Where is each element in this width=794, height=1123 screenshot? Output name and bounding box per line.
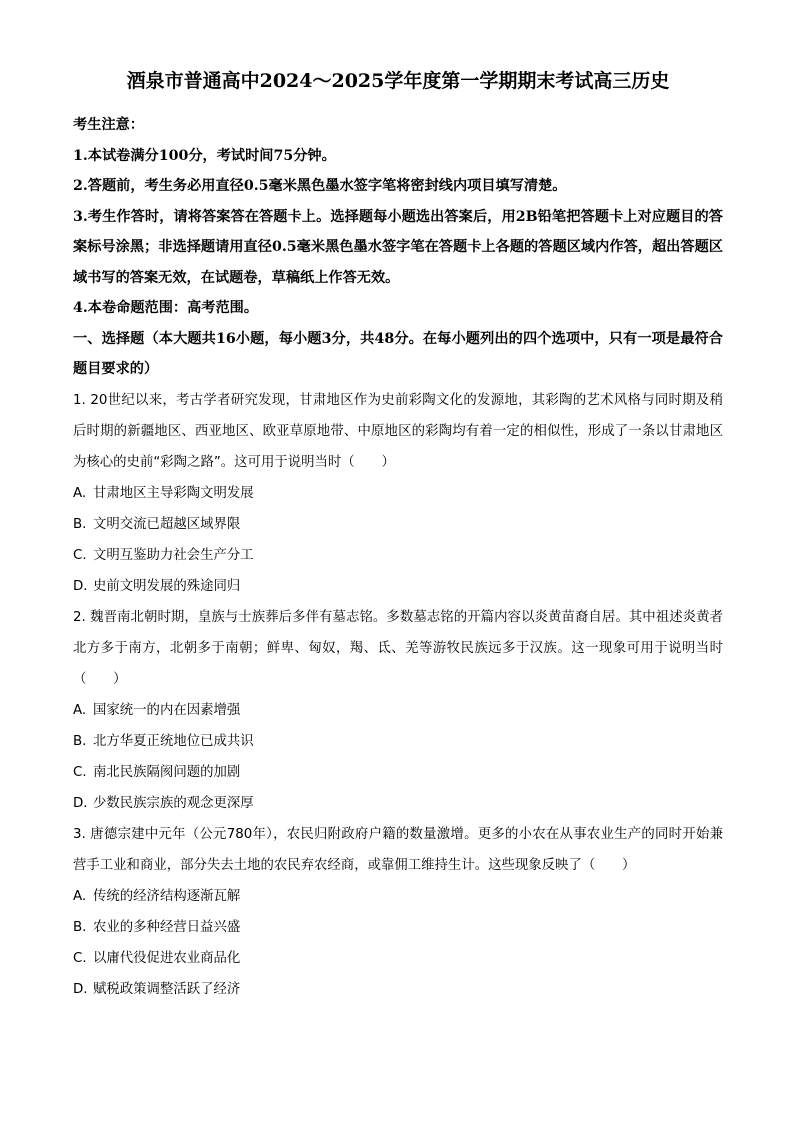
section-heading: 一、选择题（本大题共16小题，每小题3分，共48分。在每小题列出的四个选项中，只有一项是最符合题目要求的） [73,330,723,377]
question-2 [73,602,723,819]
option-b [73,912,723,943]
option-text: 南北民族隔阂问题的加剧 [93,764,241,780]
option-text: 以庸代役促进农业商品化 [93,950,241,966]
option-d [73,788,723,819]
option-c [73,757,723,788]
option-letter: B. [73,919,87,935]
option-text: 传统的经济结构逐渐瓦解 [93,888,241,904]
option-letter: D. [73,795,88,811]
option-letter: B. [73,516,87,532]
option-letter: D. [73,981,88,997]
option-letter: C. [73,950,87,966]
option-letter: A. [73,485,87,501]
option-text: 甘肃地区主导彩陶文明发展 [93,485,254,501]
question-1 [73,385,723,602]
question-3 [73,819,723,1005]
option-letter: B. [73,733,87,749]
option-text: 北方华夏正统地位已成共识 [93,733,254,749]
option-letter: A. [73,702,87,718]
notice-item-4: 4.本卷命题范围：高考范围。 [73,300,259,316]
option-letter: D. [73,578,88,594]
option-b [73,509,723,540]
option-c [73,943,723,974]
question-stem: 2. 魏晋南北朝时期，皇族与士族葬后多伴有墓志铭。多数墓志铭的开篇内容以炎黄苗裔自居。其中祖述炎黄者北方多于南方，北朝多于南朝；鲜卑、匈奴，羯、氐、羌等游牧民族远多于汉族。这一现象可用于说明当时（ ） [73,609,723,687]
question-stem: 3. 唐德宗建中元年（公元780年），农民归附政府户籍的数量激增。更多的小农在从事农业生产的同时开始兼营手工业和商业，部分失去土地的农民弃农经商，或靠佣工维持生计。这些现象反映了（ ） [73,826,723,873]
option-letter: C. [73,547,87,563]
notice-item-2: 2.答题前，考生务必用直径0.5毫米黑色墨水签字笔将密封线内项目填写清楚。 [73,178,567,194]
option-text: 赋税政策调整活跃了经济 [93,981,241,997]
option-text: 史前文明发展的殊途同归 [93,578,241,594]
exam-page [73,62,723,1005]
option-letter: A. [73,888,87,904]
option-d [73,571,723,602]
option-a [73,695,723,726]
option-text: 国家统一的内在因素增强 [93,702,241,718]
option-text: 农业的多种经营日益兴盛 [93,919,241,935]
option-text: 文明交流已超越区域界限 [93,516,241,532]
option-letter: C. [73,764,87,780]
question-stem: 1. 20世纪以来，考古学者研究发现，甘肃地区作为史前彩陶文化的发源地，其彩陶的艺术风格与同时期及稍后时期的新疆地区、西亚地区、欧亚草原地带、中原地区的彩陶均有着一定的相似性，形成了一条以甘肃地区为核心的史前“彩陶之路”。这可用于说明当时（ ） [73,392,723,470]
option-b [73,726,723,757]
notice-item-1: 1.本试卷满分100分，考试时间75分钟。 [73,147,336,164]
option-text: 少数民族宗族的观念更深厚 [93,795,254,811]
notice-item-3: 3.考生作答时，请将答案答在答题卡上。选择题每小题选出答案后，用2B铅笔把答题卡上对应题目的答案标号涂黑；非选择题请用直径0.5毫米黑色墨水签字笔在答题卡上各题的答题区域内作答，超出答题区域书写的答案无效，在试题卷，草稿纸上作答无效。 [73,208,723,286]
notice-heading: 考生注意： [73,117,144,133]
option-text: 文明互鉴助力社会生产分工 [93,547,254,563]
exam-title: 酒泉市普通高中2024～2025学年度第一学期期末考试高三历史 [126,70,670,92]
option-a [73,881,723,912]
option-c [73,540,723,571]
option-a [73,478,723,509]
option-d [73,974,723,1005]
